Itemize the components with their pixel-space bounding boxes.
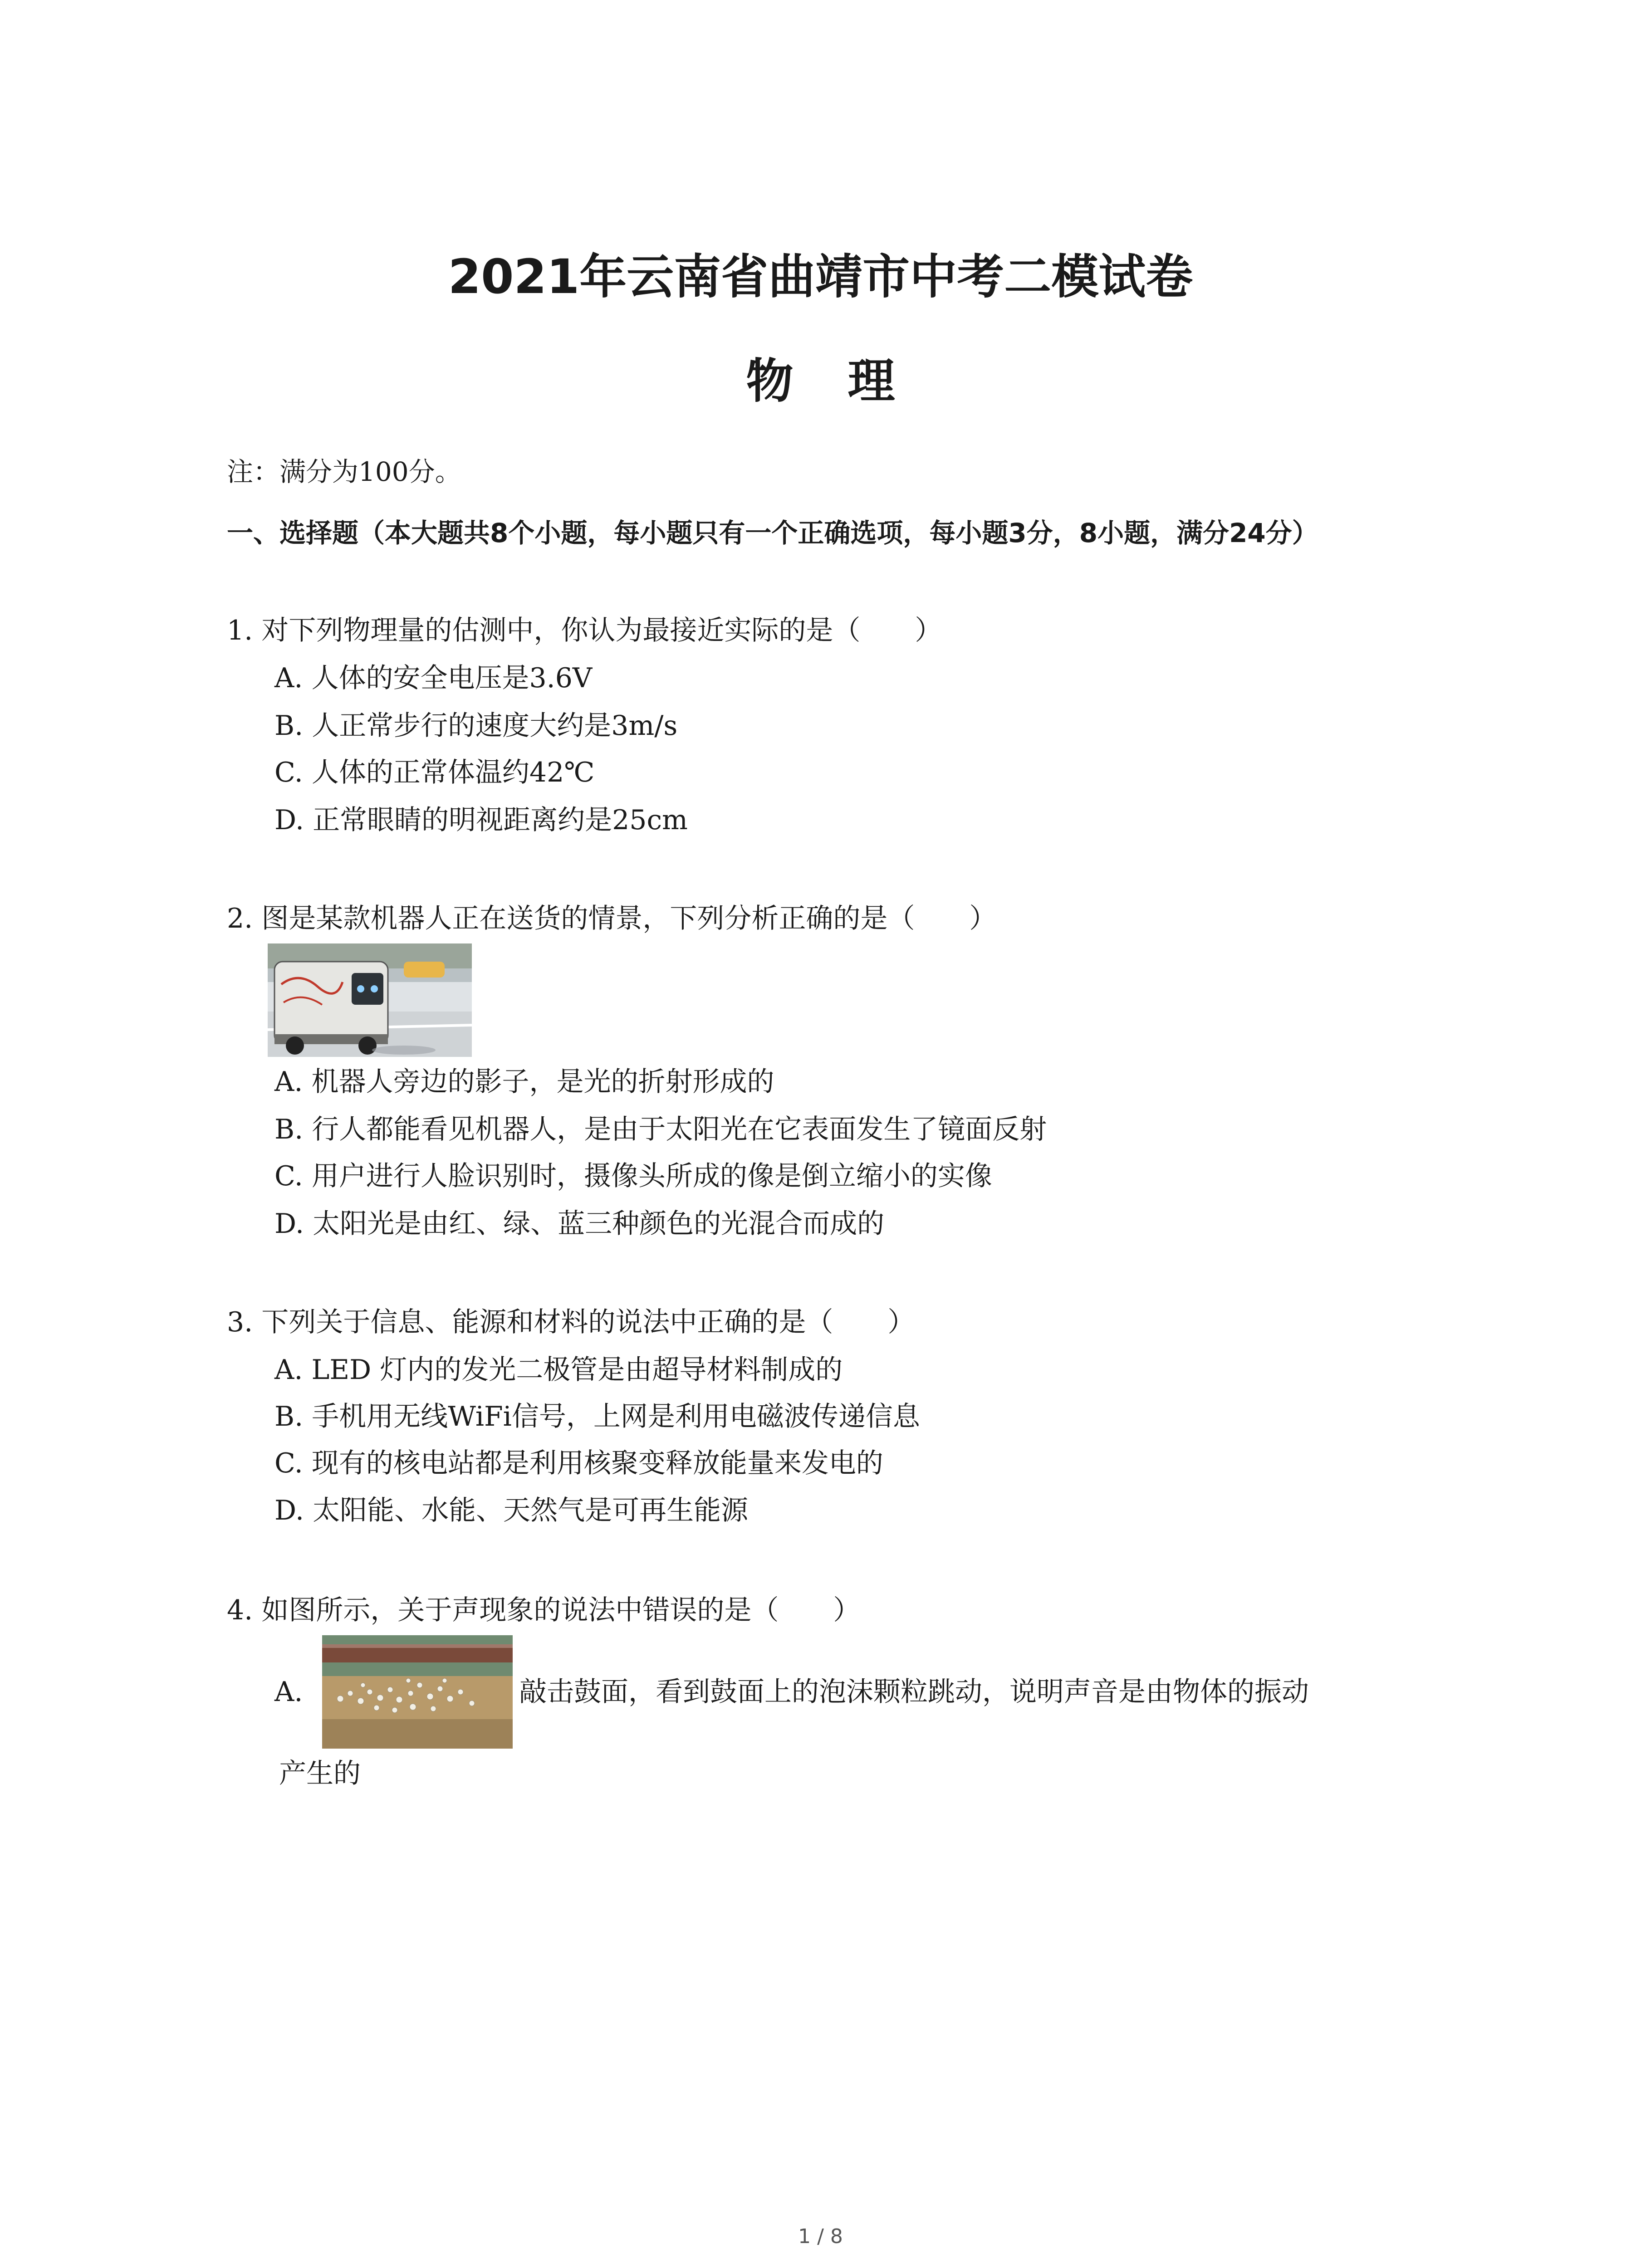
question-3-option-d: D. 太阳能、水能、天然气是可再生能源 <box>274 1495 749 1526</box>
question-2-option-a: A. 机器人旁边的影子，是光的折射形成的 <box>274 1066 774 1098</box>
question-2-option-d: D. 太阳光是由红、绿、蓝三种颜色的光混合而成的 <box>274 1208 885 1240</box>
question-4-stem: 4. 如图所示，关于声现象的说法中错误的是（ ） <box>227 1594 861 1626</box>
question-1-option-a: A. 人体的安全电压是3.6V <box>274 662 593 694</box>
question-3-option-b: B. 手机用无线WiFi信号，上网是利用电磁波传递信息 <box>274 1401 920 1432</box>
question-2-option-c: C. 用户进行人脸识别时，摄像头所成的像是倒立缩小的实像 <box>274 1160 992 1192</box>
section-heading: 一、选择题（本大题共8个小题，每小题只有一个正确选项，每小题3分，8小题，满分24分） <box>227 518 1318 548</box>
question-1-option-c: C. 人体的正常体温约42℃ <box>274 757 595 788</box>
question-3-stem: 3. 下列关于信息、能源和材料的说法中正确的是（ ） <box>227 1306 915 1338</box>
question-3-option-a: A. LED 灯内的发光二极管是由超导材料制成的 <box>274 1354 843 1386</box>
question-4-option-a-continuation: 产生的 <box>279 1758 361 1789</box>
question-1-stem: 1. 对下列物理量的估测中，你认为最接近实际的是（ ） <box>227 615 942 646</box>
question-1-option-d: D. 正常眼睛的明视距离约是25cm <box>274 804 688 836</box>
delivery-robot-image <box>268 943 472 1057</box>
question-3-option-c: C. 现有的核电站都是利用核聚变释放能量来发电的 <box>274 1447 883 1479</box>
question-1-option-b: B. 人正常步行的速度大约是3m/s <box>274 710 678 742</box>
question-4-option-a-letter: A. <box>274 1676 303 1708</box>
subject-title: 物理 <box>746 353 950 409</box>
page-number: 1 / 8 <box>798 2225 843 2248</box>
score-note: 注：满分为100分。 <box>227 456 461 487</box>
question-2-stem: 2. 图是某款机器人正在送货的情景，下列分析正确的是（ ） <box>227 903 997 934</box>
exam-title: 2021年云南省曲靖市中考二模试卷 <box>448 249 1193 304</box>
drum-foam-image <box>322 1635 513 1749</box>
question-4-option-a-text: 敲击鼓面，看到鼓面上的泡沫颗粒跳动，说明声音是由物体的振动 <box>519 1676 1309 1708</box>
question-2-option-b: B. 行人都能看见机器人，是由于太阳光在它表面发生了镜面反射 <box>274 1114 1047 1145</box>
